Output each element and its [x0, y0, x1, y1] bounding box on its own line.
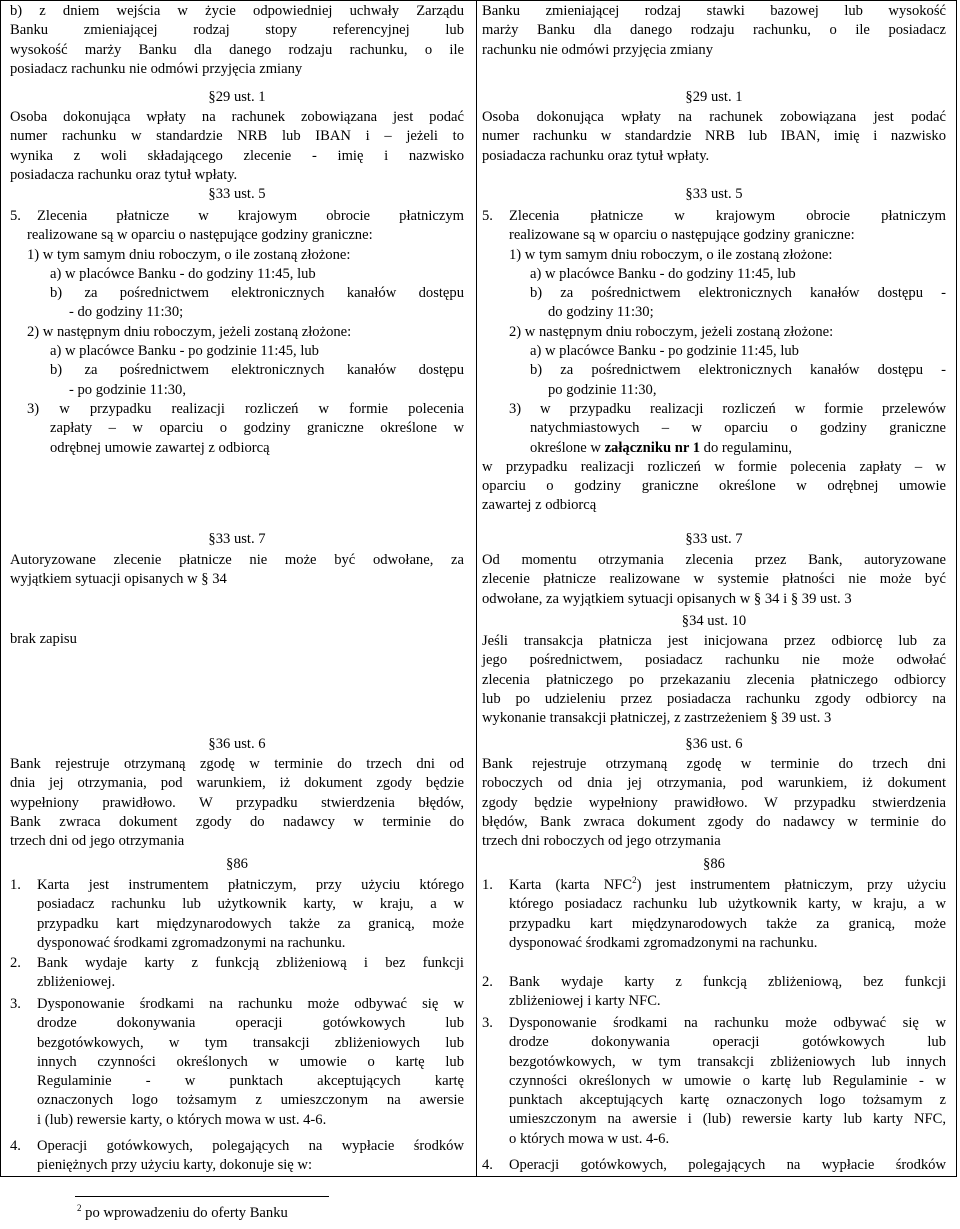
text-line: 3) w przypadku realizacji rozliczeń w formie przelewów — [509, 400, 946, 417]
text-line: 3) w przypadku realizacji rozliczeń w formie polecenia — [27, 400, 464, 417]
heading-text: 36 ust. 6 — [215, 736, 266, 752]
item-number: 1. — [10, 877, 21, 893]
heading-text: 33 ust. 5 — [692, 186, 743, 202]
heading-text: 86 — [710, 856, 725, 872]
right-p33-5 — [482, 207, 946, 516]
text-line: umieszczonym na awersie i (lub) rewersie karty lub karty NFC, — [509, 1111, 946, 1128]
text-line: Regulaminie - w punktach akceptujących kartę — [37, 1073, 464, 1090]
text-line: - po godzinie 11:30, — [69, 381, 186, 398]
right-p36-6 — [482, 755, 946, 851]
text-line: po godzinie 11:30, — [548, 381, 657, 398]
left-brak-zapisu — [10, 630, 464, 649]
footnote — [77, 1205, 288, 1222]
left-p33-7 — [10, 551, 464, 590]
text-span: ) jest instrumentem płatniczym, przy użyciu — [636, 877, 947, 893]
text-line: a) w placówce Banku - po godzinie 11:45, lub — [50, 343, 319, 360]
text-line: Jeśli transakcja płatnicza jest inicjowana przez odbiorcę lub za — [482, 633, 946, 649]
text-line: przypadku kart międzynarodowych także za granicą, może — [37, 915, 464, 932]
text-line: oparciu o godziny graniczne określone w odrębnej umowie — [482, 478, 946, 495]
text-line: Banku zmieniającej rodzaj stawki bazowej lub wysokość — [482, 3, 946, 19]
section-sign: § — [703, 856, 711, 872]
text-line — [482, 439, 946, 458]
left-heading-36-6 — [10, 735, 464, 754]
right-p29 — [482, 108, 946, 166]
text-span: Karta (karta NFC — [509, 877, 633, 893]
attachment-ref: załączniku nr 1 — [604, 439, 700, 456]
heading-text: 33 ust. 7 — [215, 531, 266, 547]
text-line: Bank zwraca dokument zgody do nadawcy w terminie do — [10, 813, 464, 830]
right-heading-33-5 — [482, 185, 946, 204]
text-line: brak zapisu — [10, 631, 77, 647]
text-line: Osoba dokonująca wpłaty na rachunek zobowiązana jest podać — [482, 109, 946, 125]
text-line: b) za pośrednictwem elektronicznych kanałów dostępu - — [530, 285, 946, 302]
right-heading-29 — [482, 88, 946, 107]
left-heading-29 — [10, 88, 464, 107]
right-heading-86 — [482, 855, 946, 874]
text-line: numer rachunku w standardzie NRB lub IBAN, imię i nazwisko — [482, 128, 946, 145]
item-number: 2. — [482, 974, 493, 990]
text-line: Bank rejestruje otrzymaną zgodę w terminie do trzech dni — [482, 756, 946, 772]
section-sign: § — [208, 736, 216, 752]
right-top — [482, 2, 946, 60]
text-line: b) za pośrednictwem elektronicznych kanałów dostępu — [50, 285, 464, 302]
text-line: 1) w tym samym dniu roboczym, o ile zostaną złożone: — [27, 246, 351, 263]
right-heading-36-6 — [482, 735, 946, 754]
text-line: lub po udzieleniu przez posiadacza rachunku zgody odbiorcy na — [482, 690, 946, 707]
text-line: zapłaty – w oparciu o godziny graniczne określone w — [50, 420, 464, 437]
text-line: Zlecenia płatnicze w krajowym obrocie płatniczym — [37, 208, 464, 224]
text-line: b) za pośrednictwem elektronicznych kanałów dostępu - — [530, 362, 946, 379]
footnote-separator — [75, 1196, 329, 1197]
left-heading-33-5 — [10, 185, 464, 204]
text-line: realizowane są w oparciu o następujące godziny graniczne: — [509, 227, 855, 244]
heading-text: 36 ust. 6 — [692, 736, 743, 752]
text-line: zbliżeniowej i karty NFC. — [509, 993, 661, 1010]
text-line: Bank rejestruje otrzymaną zgodę w terminie do trzech dni od — [10, 756, 464, 772]
text-line: Karta jest instrumentem płatniczym, przy użyciu którego — [37, 877, 464, 893]
text-line: wyjątkiem sytuacji opisanych w § 34 — [10, 571, 227, 588]
text-line: Operacji gotówkowych, polegających na wypłacie środków — [37, 1138, 464, 1154]
text-line: posiadacz rachunku nie odmówi przyjęcia zmiany — [10, 60, 303, 77]
text-line: oznaczonych logo tożsamym z umieszczonym na awersie — [37, 1092, 464, 1109]
text-line: zlecenia płatniczego po przekazaniu zlecenia płatniczego odbiorcy — [482, 671, 946, 688]
section-sign: § — [226, 856, 234, 872]
text-line: przypadku kart międzynarodowych także za granicą, może — [509, 915, 946, 932]
text-line: dnia jej otrzymania, pod warunkiem, iż dokument zgody będzie — [10, 775, 464, 792]
text-line: w przypadku realizacji rozliczeń w formie polecenia zapłaty – w — [482, 458, 946, 475]
left-p86-2 — [10, 954, 464, 993]
text-line: czynności określonych w umowie o kartę lub Regulaminie - w — [509, 1072, 946, 1089]
text-line: posiadacza rachunku oraz tytuł wpłaty. — [10, 166, 238, 183]
section-sign: § — [685, 736, 693, 752]
text-line: innych czynności określonych w umowie o kartę lub — [37, 1053, 464, 1070]
text-line: błędów, Bank zwraca dokument zgody do nadawcy w terminie do — [482, 813, 946, 830]
text-line: wypełniony prawidłowo. W przypadku stwierdzenia błędów, — [10, 794, 464, 811]
text-line: i (lub) rewersie karty, o których mowa w ust. 4-6. — [37, 1111, 327, 1128]
text-line: - do godziny 11:30; — [69, 304, 184, 321]
text-line: trzech dni roboczych od jego otrzymania — [482, 833, 721, 850]
text-line: jego pośrednictwem, posiadacz rachunku nie może odwołać — [482, 652, 946, 669]
text-line: drodze dokonywania operacji gotówkowych lub — [509, 1034, 946, 1051]
text-line: rachunku nie odmówi przyjęcia zmiany — [482, 41, 713, 58]
text-line: Osoba dokonująca wpłaty na rachunek zobowiązana jest podać — [10, 109, 464, 125]
left-heading-86 — [10, 855, 464, 874]
text-line: Bank wydaje karty z funkcją zbliżeniową, bez funkcji — [509, 974, 946, 990]
item-number: 4. — [10, 1138, 21, 1154]
text-line: zbliżeniowej. — [37, 974, 116, 991]
text-line: a) w placówce Banku - po godzinie 11:45, lub — [530, 343, 799, 360]
text-line: b) z dniem wejścia w życie odpowiedniej uchwały Zarządu — [10, 3, 464, 19]
heading-text: 33 ust. 5 — [215, 186, 266, 202]
left-p86-3 — [10, 995, 464, 1130]
text-line: Operacji gotówkowych, polegających na wypłacie środków — [509, 1157, 946, 1173]
text-span: do regulaminu, — [700, 439, 793, 456]
text-line: dysponować środkami zgromadzonymi na rachunku. — [37, 934, 346, 951]
item-number: 3. — [10, 996, 21, 1012]
heading-text: 29 ust. 1 — [692, 89, 743, 105]
text-line: odwołane, za wyjątkiem sytuacji opisanych w § 34 i § 39 ust. 3 — [482, 590, 852, 607]
text-line: posiadacza rachunku oraz tytuł wpłaty. — [482, 147, 710, 164]
section-sign: § — [685, 186, 693, 202]
text-line: dysponować środkami zgromadzonymi na rachunku. — [509, 934, 818, 951]
column-divider — [476, 0, 477, 1177]
right-heading-33-7 — [482, 530, 946, 549]
heading-text: 33 ust. 7 — [692, 531, 743, 547]
text-line: drodze dokonywania operacji gotówkowych lub — [37, 1015, 464, 1032]
text-line: Od momentu otrzymania zlecenia przez Bank, autoryzowane — [482, 552, 946, 568]
left-p86-1 — [10, 876, 464, 953]
item-number: 3. — [482, 1015, 493, 1031]
left-p86-4 — [10, 1137, 464, 1176]
section-sign: § — [208, 531, 216, 547]
text-line: posiadacz rachunku lub użytkownik karty, w kraju, a w — [37, 896, 464, 913]
text-line: wykonanie transakcji płatniczej, z zastrzeżeniem § 39 ust. 3 — [482, 710, 832, 727]
text-line: do godziny 11:30; — [548, 304, 654, 321]
text-line: b) za pośrednictwem elektronicznych kanałów dostępu — [50, 362, 464, 379]
text-line: a) w placówce Banku - do godziny 11:45, lub — [530, 265, 796, 282]
right-p33-7 — [482, 551, 946, 609]
text-line: zawartej z odbiorcą — [482, 497, 597, 514]
text-line: którego posiadacz rachunku lub użytkownik karty, w kraju, a w — [509, 896, 946, 913]
text-line: wysokość marży Banku dla danego rodzaju rachunku, o ile — [10, 41, 464, 58]
text-line: realizowane są w oparciu o następujące godziny graniczne: — [27, 227, 373, 244]
text-line: pieniężnych przy użyciu karty, dokonuje się w: — [37, 1157, 313, 1174]
left-b-item — [10, 2, 464, 79]
text-span: określone w — [530, 439, 605, 456]
text-line: o których mowa w ust. 4-6. — [509, 1130, 670, 1147]
right-p86-3 — [482, 1014, 946, 1149]
text-line: 2) w następnym dniu roboczym, jeżeli zostaną złożone: — [27, 323, 352, 340]
text-line: Bank wydaje karty z funkcją zbliżeniową i bez funkcji — [37, 955, 464, 971]
text-line: trzech dni od jego otrzymania — [10, 833, 185, 850]
item-number: 5. — [10, 208, 21, 224]
item-number: 5. — [482, 208, 493, 224]
text-line: 1) w tym samym dniu roboczym, o ile zostaną złożone: — [509, 246, 833, 263]
left-heading-33-7 — [10, 530, 464, 549]
text-line: zgody będzie wypełniony prawidłowo. W przypadku stwierdzenia — [482, 794, 946, 811]
text-line: wynika z woli składającego zlecenie - imię i nazwisko — [10, 147, 464, 164]
text-line: Autoryzowane zlecenie płatnicze nie może być odwołane, za — [10, 552, 464, 568]
text-line: Zlecenia płatnicze w krajowym obrocie płatniczym — [509, 208, 946, 224]
section-sign: § — [681, 613, 690, 629]
right-p34-10 — [482, 632, 946, 728]
section-sign: § — [208, 186, 216, 202]
text-line: 2) w następnym dniu roboczym, jeżeli zostaną złożone: — [509, 323, 834, 340]
footnote-text: po wprowadzeniu do oferty Banku — [85, 1205, 288, 1221]
text-line: Banku zmieniającej rodzaj stopy referencyjnej lub — [10, 22, 464, 39]
right-heading-34-10 — [482, 612, 946, 631]
text-line: roboczych od dnia jej otrzymania, pod warunkiem, iż dokument — [482, 775, 946, 792]
item-number: 2. — [10, 955, 21, 971]
heading-text: 29 ust. 1 — [215, 89, 266, 105]
left-p33-5 — [10, 207, 464, 458]
text-line: a) w placówce Banku - do godziny 11:45, lub — [50, 265, 316, 282]
heading-text: 34 ust. 10 — [689, 613, 747, 629]
text-line: bezgotówkowych, w tym transakcji zbliżeniowych lub — [37, 1034, 464, 1051]
text-line: zlecenie płatnicze realizowane w systemie płatności nie może być — [482, 571, 946, 588]
section-sign: § — [685, 531, 693, 547]
left-p29 — [10, 108, 464, 185]
left-p36-6 — [10, 755, 464, 851]
right-p86-4 — [482, 1156, 946, 1175]
text-line: Dysponowanie środkami na rachunku może odbywać się w — [509, 1015, 946, 1031]
text-line: natychmiastowych – w oparciu o godziny graniczne — [530, 420, 946, 437]
text-line: numer rachunku w standardzie NRB lub IBAN i – jeżeli to — [10, 128, 464, 145]
text-line: Dysponowanie środkami na rachunku może odbywać się w — [37, 996, 464, 1012]
section-sign: § — [208, 89, 216, 105]
text-line — [509, 876, 946, 895]
item-number: 4. — [482, 1157, 493, 1173]
text-line: bezgotówkowych, w tym transakcji zbliżeniowych lub innych — [509, 1053, 946, 1070]
footnote-mark: 2 — [77, 1203, 82, 1214]
item-number: 1. — [482, 877, 493, 893]
text-line: odrębnej umowie zawartej z odbiorcą — [50, 439, 270, 456]
right-p86-1 — [482, 876, 946, 953]
heading-text: 86 — [233, 856, 248, 872]
right-p86-2 — [482, 973, 946, 1012]
text-line: punktach akceptujących kartę oznaczonych logo tożsamym z — [509, 1092, 946, 1109]
footnote-mark: 2 — [632, 875, 637, 886]
text-line: marży Banku dla danego rodzaju rachunku, o ile posiadacz — [482, 22, 946, 39]
section-sign: § — [685, 89, 693, 105]
